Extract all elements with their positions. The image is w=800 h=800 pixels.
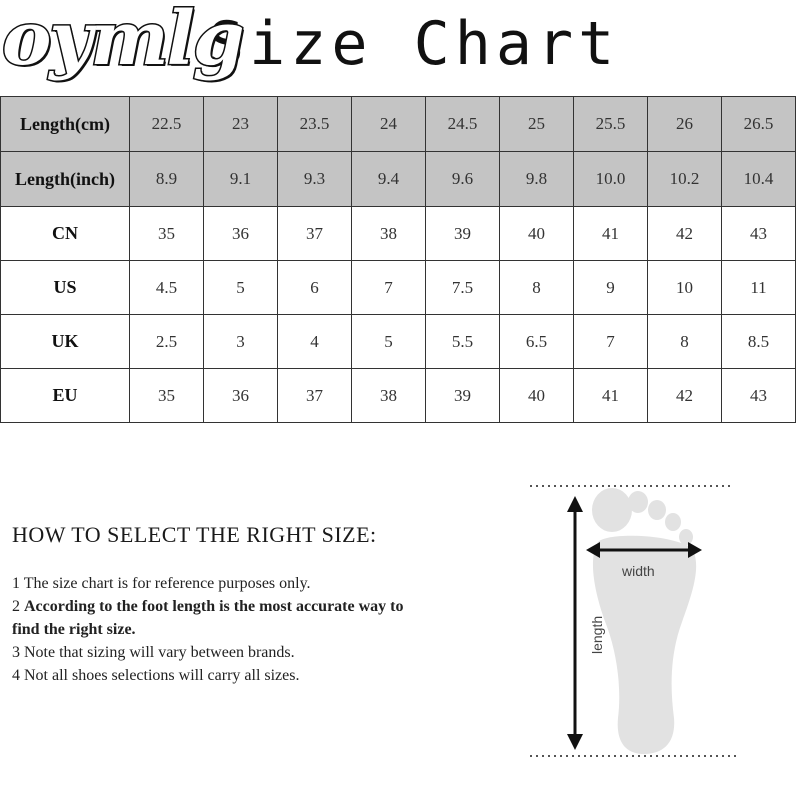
table-cell: 7	[574, 315, 648, 369]
note-number: 3	[12, 644, 20, 661]
brand-logo: oymlg	[2, 0, 243, 82]
table-cell: 9.4	[352, 152, 426, 207]
size-table-body	[1, 97, 796, 423]
table-cell: 24.5	[426, 97, 500, 152]
table-cell: 38	[352, 207, 426, 261]
table-cell: 9	[574, 261, 648, 315]
table-row	[1, 369, 796, 423]
row-header: CN	[1, 207, 130, 261]
second-toe	[628, 491, 648, 513]
table-cell: 35	[130, 207, 204, 261]
note-text: The size chart is for reference purposes only.	[23, 575, 311, 592]
table-cell: 10.0	[574, 152, 648, 207]
table-cell: 42	[648, 207, 722, 261]
table-cell: 23	[204, 97, 278, 152]
foot-measure-diagram	[520, 474, 760, 764]
note-number: 4	[12, 667, 20, 684]
note-item	[12, 664, 412, 687]
table-cell: 42	[648, 369, 722, 423]
table-cell: 43	[722, 369, 796, 423]
table-row	[1, 261, 796, 315]
row-header: US	[1, 261, 130, 315]
little-toe	[679, 529, 693, 545]
table-cell: 8.9	[130, 152, 204, 207]
big-toe	[592, 488, 632, 532]
table-cell: 5.5	[426, 315, 500, 369]
table-row	[1, 207, 796, 261]
third-toe	[648, 500, 666, 520]
table-row	[1, 97, 796, 152]
table-cell: 10.2	[648, 152, 722, 207]
row-header: EU	[1, 369, 130, 423]
table-cell: 5	[204, 261, 278, 315]
note-text: Note that sizing will vary between brands.	[24, 644, 295, 661]
note-number: 2	[12, 598, 20, 615]
size-table	[0, 96, 796, 423]
note-item	[12, 641, 412, 664]
table-cell: 7.5	[426, 261, 500, 315]
note-text: Not all shoes selections will carry all sizes.	[24, 667, 300, 684]
table-cell: 23.5	[278, 97, 352, 152]
table-cell: 4	[278, 315, 352, 369]
how-to-title: HOW TO SELECT THE RIGHT SIZE:	[12, 522, 377, 547]
table-cell: 40	[500, 369, 574, 423]
length-label: length	[589, 615, 605, 654]
table-cell: 8	[648, 315, 722, 369]
foot-silhouette	[592, 488, 696, 754]
note-text: According to the foot length is the most accurate way to find the right size.	[12, 598, 404, 638]
table-cell: 36	[204, 369, 278, 423]
table-cell: 2.5	[130, 315, 204, 369]
table-cell: 39	[426, 207, 500, 261]
note-item	[12, 595, 412, 641]
table-cell: 6	[278, 261, 352, 315]
table-cell: 43	[722, 207, 796, 261]
table-cell: 37	[278, 207, 352, 261]
table-cell: 6.5	[500, 315, 574, 369]
table-cell: 35	[130, 369, 204, 423]
row-header: Length(inch)	[1, 152, 130, 207]
note-number: 1	[12, 575, 20, 592]
table-cell: 22.5	[130, 97, 204, 152]
table-cell: 25	[500, 97, 574, 152]
header	[0, 0, 800, 92]
length-arrow	[567, 496, 583, 750]
width-label: width	[622, 563, 655, 579]
table-cell: 8	[500, 261, 574, 315]
table-cell: 9.6	[426, 152, 500, 207]
table-cell: 40	[500, 207, 574, 261]
table-cell: 38	[352, 369, 426, 423]
table-cell: 25.5	[574, 97, 648, 152]
table-cell: 26	[648, 97, 722, 152]
table-cell: 4.5	[130, 261, 204, 315]
table-cell: 24	[352, 97, 426, 152]
table-cell: 5	[352, 315, 426, 369]
table-cell: 7	[352, 261, 426, 315]
fourth-toe	[665, 513, 681, 531]
row-header: UK	[1, 315, 130, 369]
table-cell: 10	[648, 261, 722, 315]
page-title: Size Chart	[208, 9, 620, 79]
table-cell: 41	[574, 207, 648, 261]
table-row	[1, 152, 796, 207]
table-cell: 3	[204, 315, 278, 369]
table-cell: 10.4	[722, 152, 796, 207]
table-cell: 11	[722, 261, 796, 315]
table-cell: 8.5	[722, 315, 796, 369]
table-cell: 37	[278, 369, 352, 423]
row-header: Length(cm)	[1, 97, 130, 152]
table-cell: 36	[204, 207, 278, 261]
table-cell: 39	[426, 369, 500, 423]
note-item	[12, 572, 412, 595]
table-cell: 9.8	[500, 152, 574, 207]
table-cell: 26.5	[722, 97, 796, 152]
table-cell: 41	[574, 369, 648, 423]
table-row	[1, 315, 796, 369]
size-notes	[12, 572, 412, 687]
table-cell: 9.3	[278, 152, 352, 207]
table-cell: 9.1	[204, 152, 278, 207]
